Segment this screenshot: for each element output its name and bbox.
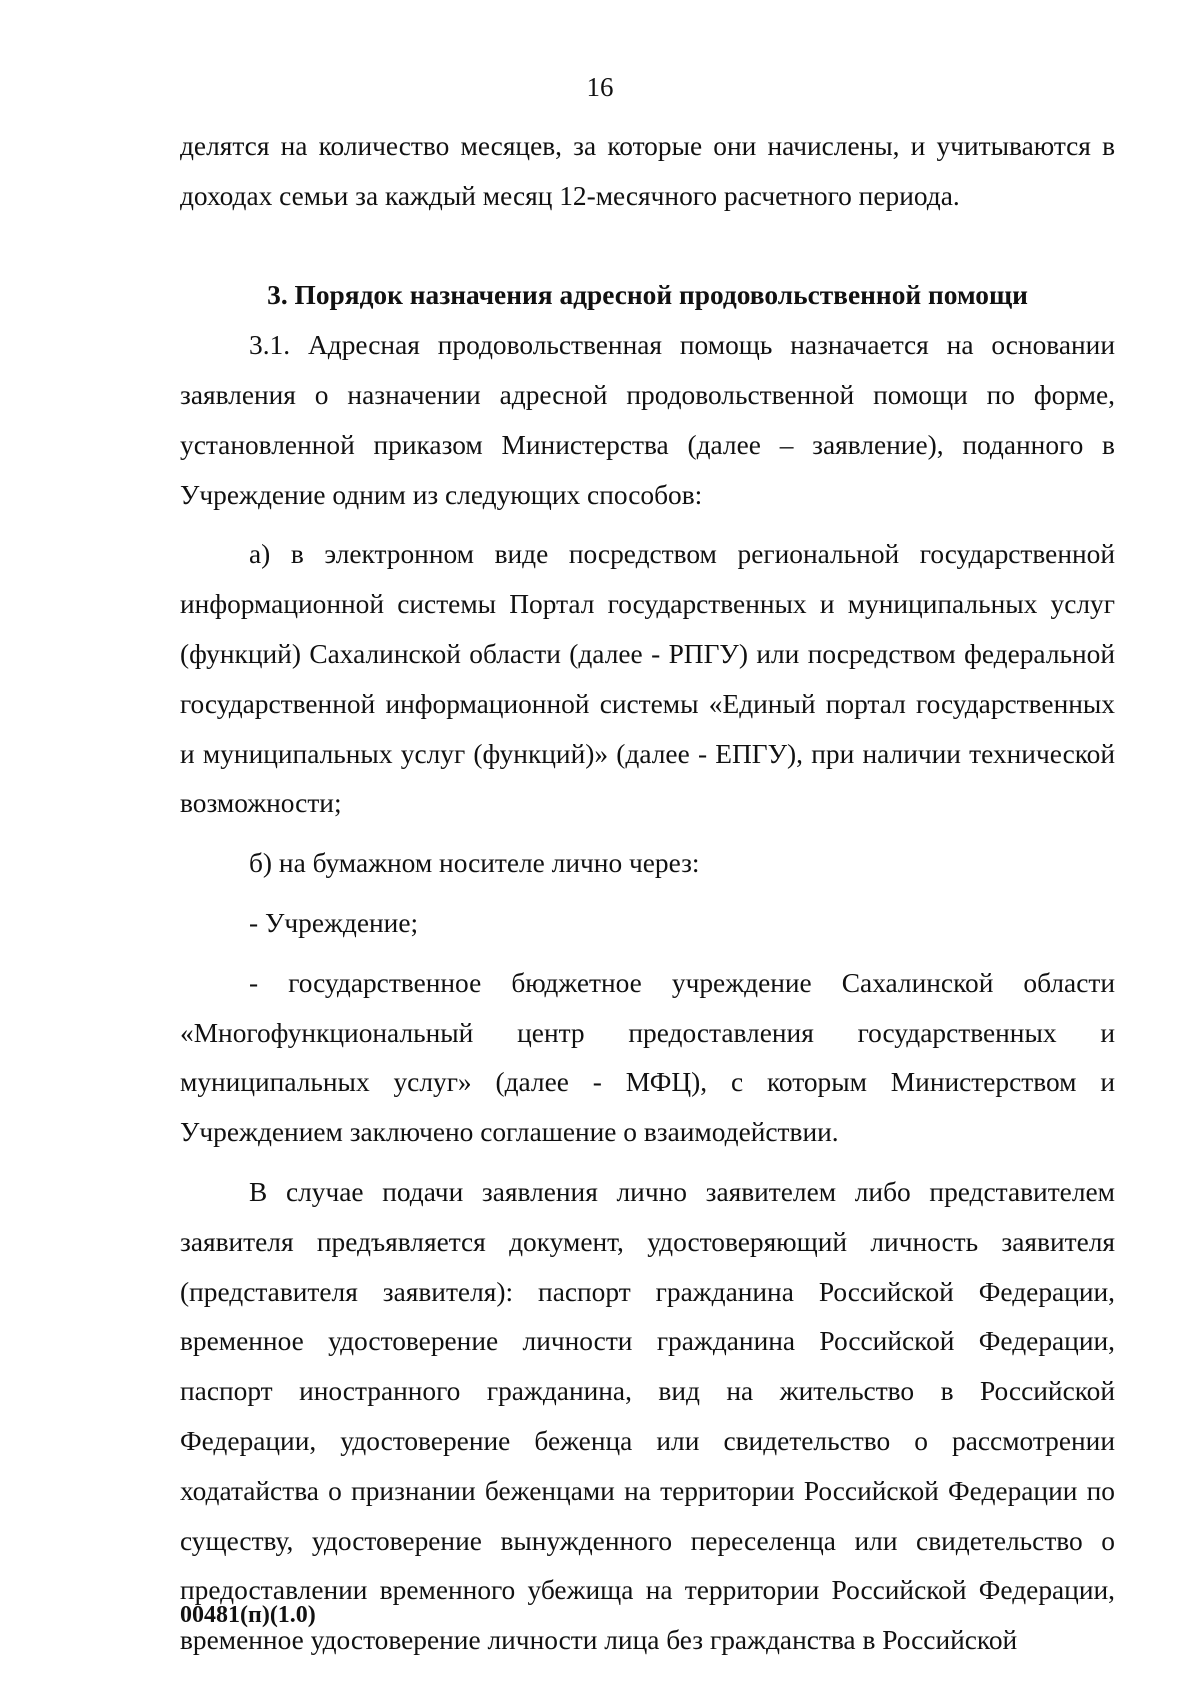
section-heading: 3. Порядок назначения адресной продовольственной помощи [267, 280, 1028, 311]
paragraph-3-1: 3.1. Адресная продовольственная помощь назначается на основании заявления о назначении адресной продовольственной помощи по форме, установленной приказом Министерства (далее – заявление), поданного в Учреждение одним из следующих способов: [180, 330, 1115, 510]
paragraph-item-mfc: - государственное бюджетное учреждение Сахалинской области «Многофункциональный центр предоставления государственных и муниципальных услуг» (далее - МФЦ), с которым Министерством и Учреждением заключено соглашение о взаимодействии. [180, 967, 1115, 1148]
paragraph-continuation: делятся на количество месяцев, за которые они начислены, и учитываются в доходах семьи за каждый месяц 12-месячного расчетного периода. [180, 131, 1115, 211]
paragraph-item-a: а) в электронном виде посредством региональной государственной информационной системы Портал государственных и муниципальных услуг (функций) Сахалинской области (далее - РПГУ) или посредством федеральной государственной информационной системы «Единый портал государственных и муниципальных услуг (функций)» (далее - ЕПГУ), при наличии технической возможности; [180, 539, 1115, 819]
paragraph-item-b: б) на бумажном носителе лично через: [249, 848, 700, 879]
page-number: 16 [586, 72, 614, 102]
paragraph-item-institution: - Учреждение; [249, 907, 419, 938]
document-code: 00481(п)(1.0) [180, 1602, 316, 1628]
document-body [180, 122, 1115, 1666]
paragraph-identity-documents: В случае подачи заявления лично заявителем либо представителем заявителя предъявляется документ, удостоверяющий личность заявителя (представителя заявителя): паспорт гражданина Российской Федерации, временное удостоверение личности гражданина Российской Федерации, паспорт иностранного гражданина, вид на жительство в Российской Федерации, удостоверение беженца или свидетельство о рассмотрении ходатайства о признании беженцами на территории Российской Федерации по существу, удостоверение вынужденного переселенца или свидетельство о предоставлении временного убежища на территории Российской Федерации, временное удостоверение личности лица без гражданства в Российской [180, 1176, 1115, 1656]
